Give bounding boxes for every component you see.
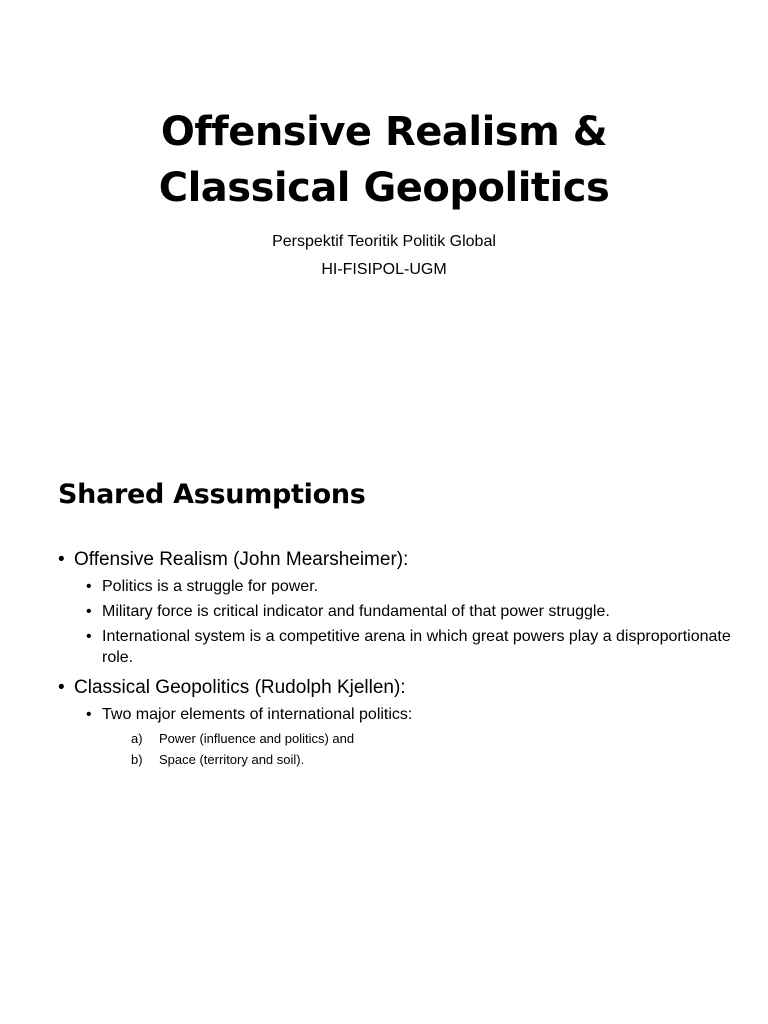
bullet-text: Offensive Realism (John Mearsheimer): (74, 549, 409, 570)
subtitle-course: Perspektif Teoritik Politik Global (272, 233, 496, 250)
title-line: Offensive Realism & (160, 109, 608, 155)
lettered-list (131, 730, 738, 768)
lettered-item (131, 751, 738, 768)
section-heading: Shared Assumptions (58, 479, 366, 510)
sub-bullet-item: • Politics is a struggle for power. (86, 577, 738, 598)
sub-bullet-list (86, 577, 738, 668)
bullet-item (58, 675, 738, 768)
bullet-item (58, 547, 738, 668)
sub-bullet-text: Two major elements of international politics: (102, 706, 413, 723)
sub-bullet-item: • Military force is critical indicator and fundamental of that power struggle. (86, 602, 738, 623)
title-slide (0, 0, 768, 432)
bullet-list (58, 547, 738, 772)
subtitle-institution: HI-FISIPOL-UGM (321, 261, 447, 278)
list-marker: a) (131, 730, 143, 746)
sub-bullet-list (86, 705, 738, 768)
sub-bullet-item: • International system is a competitive arena in which great powers play a disproportionate role. (86, 627, 738, 668)
lettered-text: Space (territory and soil). (159, 751, 305, 767)
lettered-text: Power (influence and politics) and (159, 730, 355, 746)
title-line: Classical Geopolitics (158, 165, 610, 211)
lettered-item (131, 730, 738, 747)
content-slide (0, 432, 768, 1024)
slide-subtitle (0, 228, 768, 284)
bullet-text: Classical Geopolitics (Rudolph Kjellen): (74, 677, 406, 698)
list-marker: b) (131, 751, 143, 767)
slide-title (0, 104, 768, 216)
sub-bullet-item (86, 705, 738, 768)
